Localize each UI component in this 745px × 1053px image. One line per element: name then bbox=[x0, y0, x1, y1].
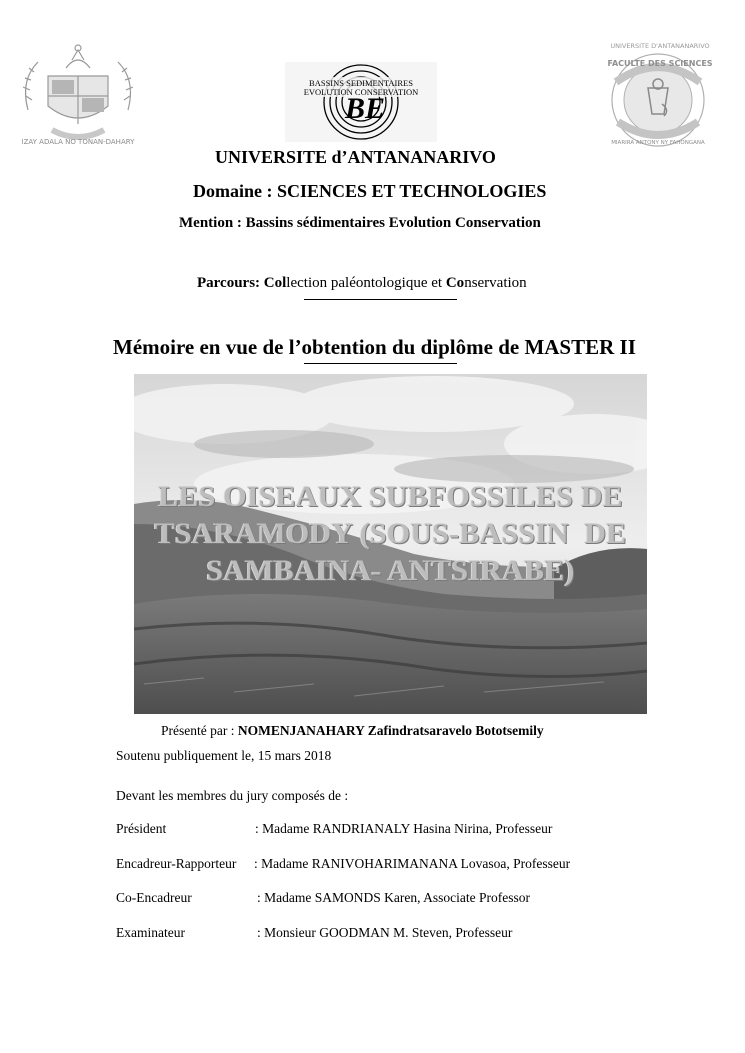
logo-letters: BE bbox=[344, 92, 386, 125]
university-crest-icon bbox=[14, 40, 142, 150]
parcours-con-rest: nservation bbox=[464, 275, 527, 291]
faculty-seal-icon bbox=[596, 40, 724, 150]
parcours-col-bold: Col bbox=[263, 275, 287, 291]
logo-line-2: EVOLUTION CONSERVATION bbox=[303, 87, 419, 97]
domaine-heading: Domaine : SCIENCES ET TECHNOLOGIES bbox=[193, 181, 547, 201]
parcours-label: Parcours: bbox=[197, 275, 261, 291]
crest-motto: IZAY ADALA NO TONAN-DAHARY bbox=[21, 138, 135, 146]
seal-top-text: UNIVERSITE D'ANTANANARIVO bbox=[610, 42, 710, 50]
jury-role: Encadreur-Rapporteur bbox=[116, 856, 237, 871]
jury-role: Examinateur bbox=[116, 925, 185, 940]
jury-member: : Monsieur GOODMAN M. Steven, Professeur bbox=[257, 925, 513, 940]
thesis-title-line-3: SAMBAINA- ANTSIRABE) bbox=[206, 554, 575, 587]
presenter-name: NOMENJANAHARY Zafindratsaravelo Bototsemily bbox=[237, 723, 544, 738]
seal-ring-text: FACULTE DES SCIENCES bbox=[607, 59, 713, 68]
parcours-col-rest: lection paléontologique et bbox=[286, 275, 446, 291]
presenter-line bbox=[161, 723, 544, 739]
seal-bottom-text: MIARIRA ANTONY NY FAHONGANA bbox=[611, 140, 705, 146]
bassins-sedimentaires-logo bbox=[285, 62, 437, 142]
divider-1 bbox=[304, 299, 457, 300]
logo-line-1: BASSINS SEDIMENTAIRES bbox=[309, 78, 413, 88]
thesis-title bbox=[134, 478, 647, 589]
thesis-title-line-1: LES OISEAUX SUBFOSSILES DE bbox=[158, 480, 623, 513]
mention-heading: Mention : Bassins sédimentaires Evolution Conservation bbox=[179, 215, 541, 231]
jury-member: : Madame SAMONDS Karen, Associate Professor bbox=[257, 890, 530, 905]
jury-intro: Devant les membres du jury composés de : bbox=[116, 788, 349, 803]
landscape-photo bbox=[134, 374, 647, 714]
presenter-label: Présenté par : bbox=[161, 723, 238, 738]
defense-date: Soutenu publiquement le, 15 mars 2018 bbox=[116, 748, 332, 763]
thesis-title-line-2: TSARAMODY (SOUS-BASSIN DE bbox=[154, 517, 627, 550]
memoire-title: Mémoire en vue de l’obtention du diplôme de MASTER II bbox=[113, 335, 636, 359]
university-name: UNIVERSITE d’ANTANANARIVO bbox=[215, 147, 496, 167]
parcours-line bbox=[197, 275, 527, 292]
parcours-con-bold: Co bbox=[445, 275, 465, 291]
divider-2 bbox=[304, 363, 457, 364]
jury-member: : Madame RANIVOHARIMANANA Lovasoa, Professeur bbox=[254, 856, 571, 871]
jury-member: : Madame RANDRIANALY Hasina Nirina, Professeur bbox=[255, 821, 553, 836]
jury-role: Président bbox=[116, 821, 167, 836]
jury-role: Co-Encadreur bbox=[116, 890, 192, 905]
